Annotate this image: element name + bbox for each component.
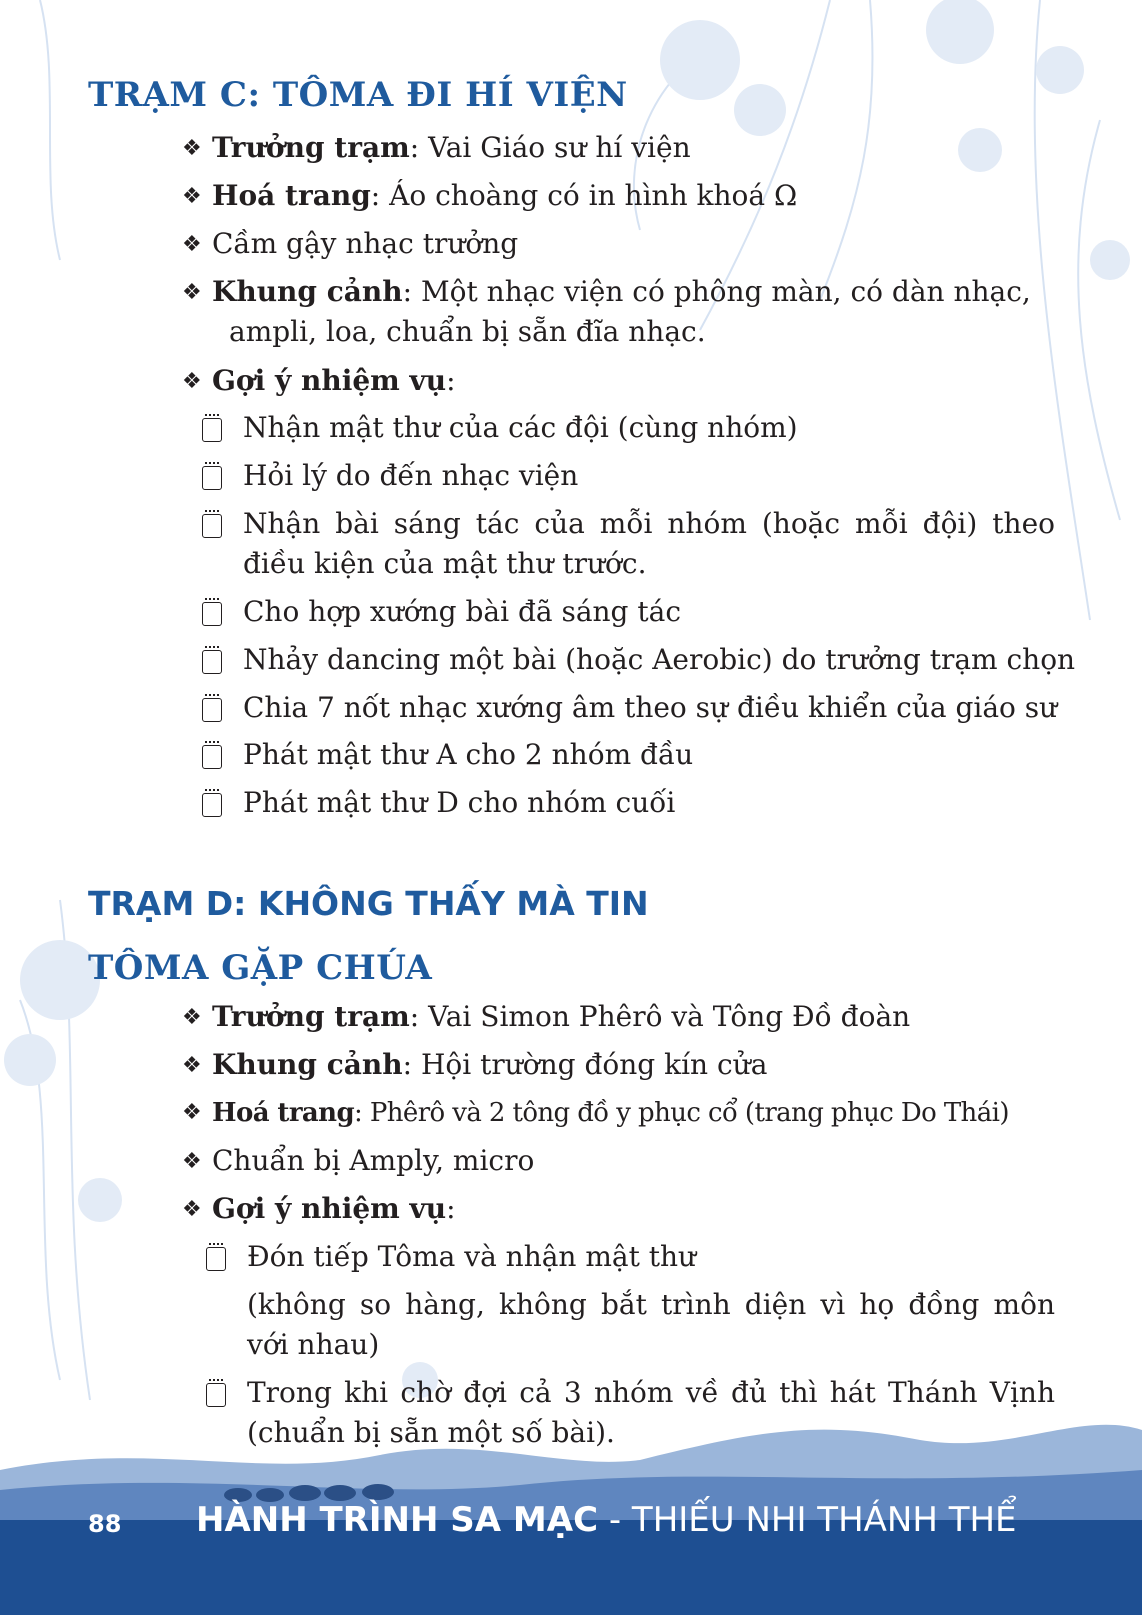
station-c-task-1: Nhận mật thư của các đội (cùng nhóm) <box>243 411 798 444</box>
station-d-task-1-note-cont: với nhau) <box>247 1328 380 1361</box>
station-d-tasks-label: ❖ Gợi ý nhiệm vụ: <box>182 1192 456 1225</box>
station-d-task-1-note: (không so hàng, không bắt trình diện vì họ đồng môn <box>247 1288 1055 1321</box>
station-d-bullet-1: ❖ Trưởng trạm: Vai Simon Phêrô và Tông Đồ đoàn <box>182 1000 911 1033</box>
diamond-bullet-icon: ❖ <box>182 184 202 209</box>
station-c-tasks-label: ❖ Gợi ý nhiệm vụ: <box>182 364 456 397</box>
checkbox-icon <box>202 698 222 722</box>
station-c-task-3: Nhận bài sáng tác của mỗi nhóm (hoặc mỗi đội) theo <box>243 507 1055 540</box>
checkbox-icon <box>202 793 222 817</box>
station-c-task-6: Chia 7 nốt nhạc xướng âm theo sự điều khiển của giáo sư <box>243 691 1058 724</box>
station-c-task-5: Nhảy dancing một bài (hoặc Aerobic) do trưởng trạm chọn <box>243 643 1076 676</box>
station-c-title: TRẠM C: TÔMA ĐI HÍ VIỆN <box>88 75 628 115</box>
station-d-task-2-cont: (chuẩn bị sẵn một số bài). <box>247 1416 615 1449</box>
checkbox-icon <box>202 602 222 626</box>
diamond-bullet-icon: ❖ <box>182 232 202 257</box>
book-title-part1: HÀNH TRÌNH SA MẠC <box>196 1500 599 1540</box>
checkbox-icon <box>202 514 222 538</box>
checkbox-icon <box>202 418 222 442</box>
station-d-bullet-4: ❖ Chuẩn bị Amply, micro <box>182 1144 535 1177</box>
station-c-task-3-cont: điều kiện của mật thư trước. <box>243 547 647 580</box>
diamond-bullet-icon: ❖ <box>182 1197 202 1222</box>
station-c-task-8: Phát mật thư D cho nhóm cuối <box>243 786 676 819</box>
station-d-title: TRẠM D: KHÔNG THẤY MÀ TIN <box>88 884 649 923</box>
station-c-task-7: Phát mật thư A cho 2 nhóm đầu <box>243 738 694 771</box>
diamond-bullet-icon: ❖ <box>182 1149 202 1174</box>
diamond-bullet-icon: ❖ <box>182 1053 202 1078</box>
station-d-bullet-3: ❖ Hoá trang: Phêrô và 2 tông đồ y phục cổ (trang phục Do Thái) <box>182 1098 1009 1128</box>
station-c-bullet-4: ❖ Khung cảnh: Một nhạc viện có phông màn, có dàn nhạc, <box>182 275 1031 308</box>
checkbox-icon <box>202 466 222 490</box>
checkbox-icon <box>206 1247 226 1271</box>
diamond-bullet-icon: ❖ <box>182 1100 202 1125</box>
diamond-bullet-icon: ❖ <box>182 369 202 394</box>
station-d-task-2: Trong khi chờ đợi cả 3 nhóm về đủ thì hát Thánh Vịnh <box>247 1376 1055 1409</box>
station-d-bullet-2: ❖ Khung cảnh: Hội trường đóng kín cửa <box>182 1048 768 1081</box>
page-number: 88 <box>88 1510 122 1538</box>
book-title-part2: THIẾU NHI THÁNH THỂ <box>631 1500 1017 1540</box>
station-d-task-1: Đón tiếp Tôma và nhận mật thư <box>247 1240 697 1273</box>
station-c-bullet-3: ❖ Cầm gậy nhạc trưởng <box>182 227 519 260</box>
checkbox-icon <box>202 745 222 769</box>
station-c-bullet-4-cont: ampli, loa, chuẩn bị sẵn đĩa nhạc. <box>229 315 706 348</box>
diamond-bullet-icon: ❖ <box>182 1005 202 1030</box>
checkbox-icon <box>206 1383 226 1407</box>
station-c-task-2: Hỏi lý do đến nhạc viện <box>243 459 579 492</box>
checkbox-icon <box>202 650 222 674</box>
diamond-bullet-icon: ❖ <box>182 280 202 305</box>
station-c-task-4: Cho hợp xướng bài đã sáng tác <box>243 595 682 628</box>
book-title <box>196 1500 1017 1540</box>
station-c-bullet-1: ❖ Trưởng trạm: Vai Giáo sư hí viện <box>182 131 691 164</box>
station-c-bullet-2: ❖ Hoá trang: Áo choàng có in hình khoá Ω <box>182 179 798 212</box>
diamond-bullet-icon: ❖ <box>182 136 202 161</box>
station-d-subtitle: TÔMA GẶP CHÚA <box>88 948 433 988</box>
book-title-separator: - <box>598 1500 632 1540</box>
